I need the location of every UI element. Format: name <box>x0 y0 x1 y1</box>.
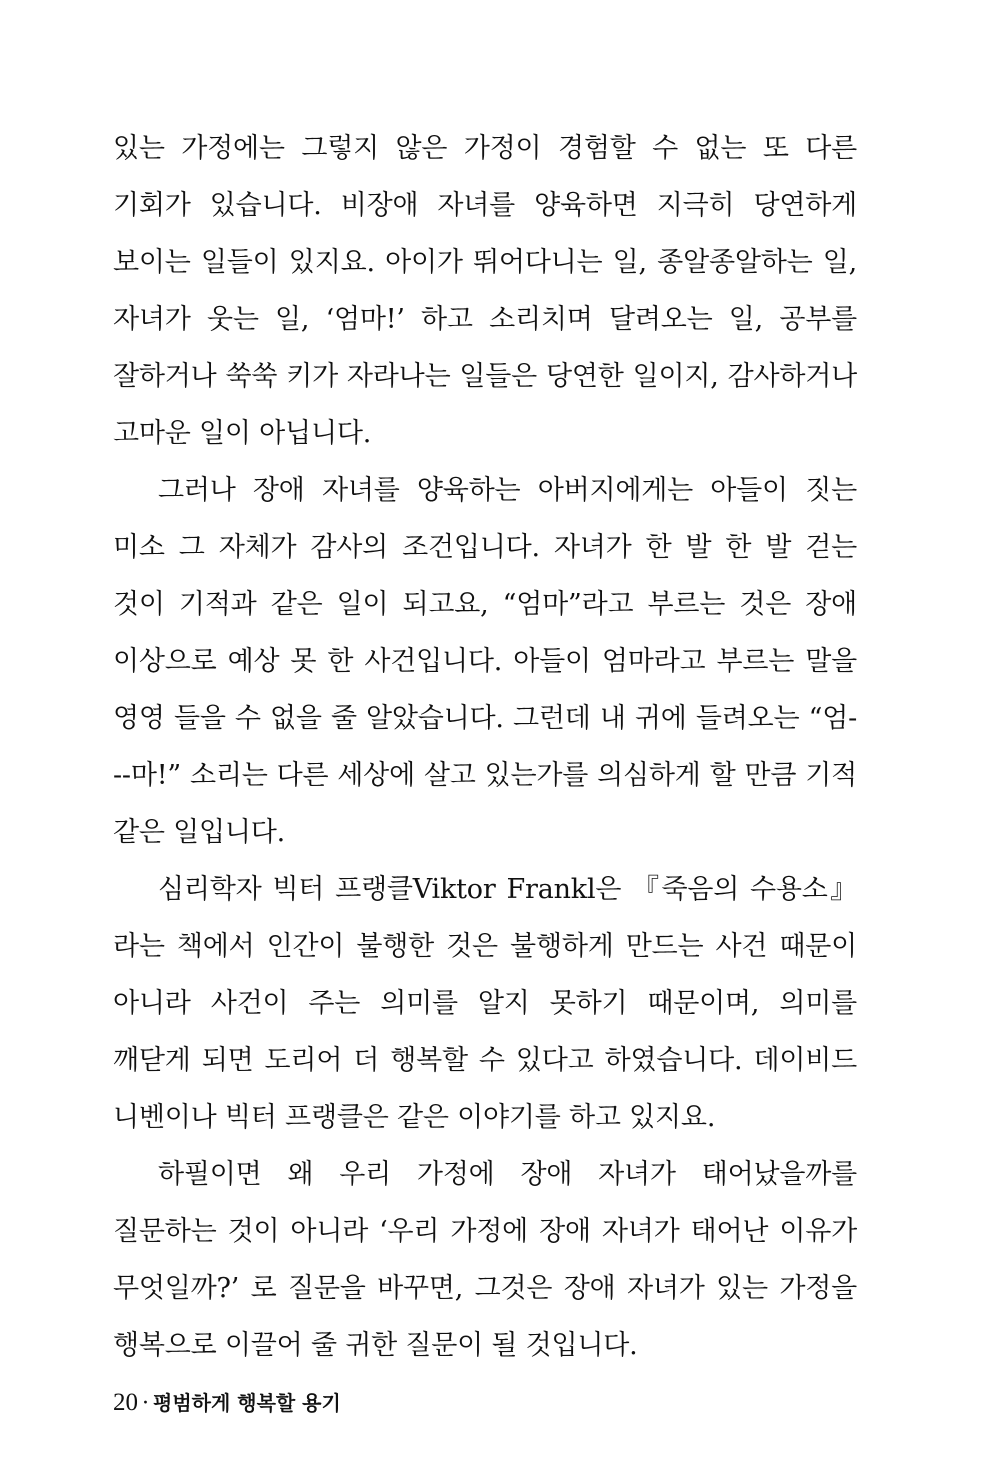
page-number: 20 <box>113 1389 138 1416</box>
paragraph-1: 있는 가정에는 그렇지 않은 가정이 경험할 수 없는 또 다른 기회가 있습니다. 비장애 자녀를 양육하면 지극히 당연하게 보이는 일들이 있지요. 아이가 뛰어다니는 일, 종알종알하는 일, 자녀가 웃는 일, ‘엄마!’ 하고 소리치며 달려오는 일, 공부를 잘하거나 쑥쑥 키가 자라나는 일들은 당연한 일이지, 감사하거나 고마운 일이 아닙니다. <box>113 133 857 449</box>
paragraph-2: 그러나 장애 자녀를 양육하는 아버지에게는 아들이 짓는 미소 그 자체가 감사의 조건입니다. 자녀가 한 발 한 발 걷는 것이 기적과 같은 일이 되고요, “엄마”라고 부르는 것은 장애 이상으로 예상 못 한 사건입니다. 아들이 엄마라고 부르는 말을 영영 들을 수 없을 줄 알았습니다. 그런데 내 귀에 들려오는 “엄---마!” 소리는 다른 세상에 살고 있는가를 의심하게 할 만큼 기적 같은 일입니다. <box>113 475 857 848</box>
body-text <box>113 120 857 1374</box>
running-title: 평범하게 행복할 용기 <box>153 1391 341 1415</box>
footer-separator: · <box>142 1391 149 1416</box>
paragraph-3: 심리학자 빅터 프랭클Viktor Frankl은 『죽음의 수용소』라는 책에서 인간이 불행한 것은 불행하게 만드는 사건 때문이 아니라 사건이 주는 의미를 알지 못하기 때문이며, 의미를 깨닫게 되면 도리어 더 행복할 수 있다고 하였습니다. 데이비드 니벤이나 빅터 프랭클은 같은 이야기를 하고 있지요. <box>113 874 857 1133</box>
paragraph-4: 하필이면 왜 우리 가정에 장애 자녀가 태어났을까를 질문하는 것이 아니라 ‘우리 가정에 장애 자녀가 태어난 이유가 무엇일까?’ 로 질문을 바꾸면, 그것은 장애 자녀가 있는 가정을 행복으로 이끌어 줄 귀한 질문이 될 것입니다. <box>113 1159 857 1361</box>
page-footer <box>113 1388 341 1419</box>
